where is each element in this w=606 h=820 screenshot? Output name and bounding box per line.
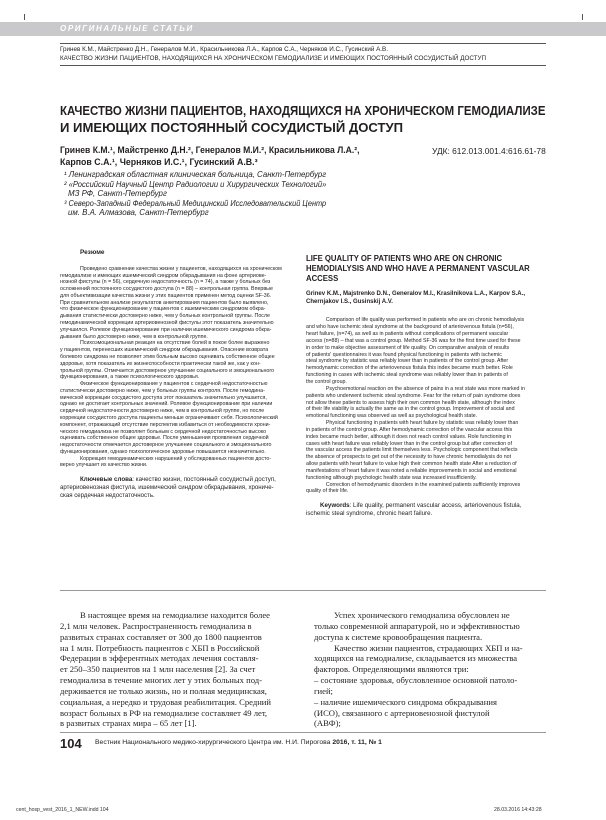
udk-code: УДК: 612.013.001.4:616.61-78 xyxy=(432,146,546,156)
text-line: ходящихся на гемодиализе, складывается из множества xyxy=(314,653,518,664)
text-line: cases with heart failure was reliably lower than in the control group but after correction of xyxy=(306,440,512,447)
text-line: quality of their life. xyxy=(306,488,349,495)
affiliation-line: им. В.А. Алмазова, Санкт-Петербург xyxy=(68,208,209,218)
text-line: При сравнительном анализе результатов анкетирования пациентов было выявлено, xyxy=(60,299,269,306)
text-line: of patients' questionnaires it was found physical functioning in patients with ischemic xyxy=(306,351,502,358)
body-left-text xyxy=(60,610,296,729)
text-line: steal syndrome by statistic was reliably lower than in patients of the control group. After xyxy=(306,358,509,365)
running-head-rule-top xyxy=(60,43,546,44)
text-line: доступа к системе кровообращения пациента. xyxy=(314,631,483,642)
abstract-ru-heading: Резюме xyxy=(80,249,105,256)
authors-line: Гринев К.М.¹, Майстренко Д.Н.², Генералов М.И.², Красильникова Л.А.², xyxy=(60,145,360,155)
text-line: трольной группы. Отмечается достоверное улучшение социального и эмоционального xyxy=(60,367,275,374)
text-line: однако не достигает контрольных значений. Ролевое функционирование при наличии xyxy=(60,401,273,408)
text-line: Проведено сравнение качества жизни у пациентов, находящихся на хроническом xyxy=(80,265,282,272)
text-line: Physical functioning in patients with heart failure by statistic was reliably lower than xyxy=(325,420,519,427)
abstract-en-keywords xyxy=(306,502,548,518)
text-line: Физическое функционирование у пациентов с сердечной недостаточностью xyxy=(80,381,268,388)
text-line: Успех хронического гемодиализа обусловлен не xyxy=(334,610,510,620)
body-right-column xyxy=(314,610,550,729)
text-line: статистически достоверно ниже, чем у больных группы контроля. После гемодина- xyxy=(60,387,265,394)
abstract-en-authors-line: Chernjakov I.S., Gusinskij A.V. xyxy=(306,298,393,306)
abstract-en-title-line: HEMODIALYSIS AND WHO HAVE A PERMANENT VASCULAR xyxy=(306,263,530,273)
text-line: 2,1 млн человек. Распространенность гемодиализа в xyxy=(60,620,252,631)
text-line: the control group. xyxy=(306,378,347,385)
text-line: компонент, отражающий отсутствие перспектив избавиться от необходимости хрони- xyxy=(60,421,271,428)
text-line: the absence of prospects to get out of the necessity to have chronic hemodialysis do not xyxy=(306,454,512,461)
text-line: в развитых странах мира – 65 лет [1]. xyxy=(60,718,197,729)
journal-citation xyxy=(95,739,382,746)
text-line: функционирования, а также психологического здоровья. xyxy=(60,374,200,381)
affiliation-line: МЗ РФ, Санкт-Петербург xyxy=(68,189,167,199)
text-line: (АВФ); xyxy=(314,718,341,729)
keywords-label: Ключевые слова xyxy=(80,476,133,484)
article-title-line: И ИМЕЮЩИХ ПОСТОЯННЫЙ СОСУДИСТЫЙ ДОСТУП xyxy=(60,120,404,135)
text-line: функционирования, однако психологическое здоровье повышается незначительно. xyxy=(60,448,266,455)
abstract-en-title-line: LIFE QUALITY OF PATIENTS WHO ARE ON CHRONIC xyxy=(306,254,503,263)
keywords-text: : Life quality, permanent vascular access, arteriovenous fistula, xyxy=(349,502,522,510)
journal-name: Вестник Национального медико-хирургического Центра им. Н.И. Пирогова xyxy=(95,739,333,746)
text-line: гией; xyxy=(314,685,333,696)
abstract-en-title xyxy=(306,254,548,283)
text-line: гемодинамической коррекции артериовенозной фистулы этот показатель значительно xyxy=(60,320,274,327)
text-line: allow patients with heart failure to value high their common health state After a reduction of xyxy=(306,461,517,468)
abstract-en-authors-line: Grinev K.M., Majstrenko D.N., Generalov M.I., Krasilnikova L.A., Karpov S.A., xyxy=(306,290,526,298)
journal-volume: 2016, т. 11, № 1 xyxy=(332,739,382,746)
text-line: (ИСО), связанного с артериовенозной фистулой xyxy=(314,707,490,718)
keywords-line: ischemic steal syndrome, chronic heart failure. xyxy=(306,510,433,518)
text-line: на 1 млн. Потребность пациентов с ХБП в Российской xyxy=(60,642,260,653)
text-line: гемодиализа в течение многих лет у этих больных под- xyxy=(60,675,262,686)
text-line: access (n=88) – that was a control group. Method SF-36 was for the first time used for these xyxy=(306,337,521,344)
text-line: in patients of the control group. After hemodynamic correction of the vascular access this xyxy=(306,426,513,433)
text-line: Психоэмоциональная реакция на отсутствие болей в покое более выражено xyxy=(80,340,270,347)
text-line: functioning although psychologic health state was increased insufficiently. xyxy=(306,474,477,481)
keywords-line xyxy=(80,476,304,484)
keywords-text: : качество жизни, постоянный сосудистый доступ, xyxy=(132,476,276,484)
text-line: of their life viability is actually the same as in the control group. Improvement of social and xyxy=(306,406,515,413)
abstract-ru-body xyxy=(60,266,304,469)
text-line: Качество жизни пациентов, страдающих ХБП и на- xyxy=(334,642,523,653)
text-line: гемодиализе и имеющих ишемический синдром обкрадывания на фоне артериове- xyxy=(60,272,267,279)
affiliation-line: ³ Северо-Западный Федеральный Медицинский Исследовательский Центр xyxy=(64,198,327,208)
text-line: the vascular access the patients limit themselves less. Psychologic component that reflects xyxy=(306,447,518,454)
article-authors xyxy=(60,144,360,168)
abstract-ru xyxy=(60,250,304,500)
imprint-file: cent_hosp_vest_2016_1_NEW.indd 104 xyxy=(16,807,109,813)
authors-line: Карпов С.А.¹, Черняков И.С.¹, Гусинский А.В.³ xyxy=(60,157,258,167)
abstract-en-authors xyxy=(306,290,548,306)
abstract-body-divider xyxy=(60,590,546,591)
text-line: ческого гемодиализа не позволяет больным с сердечной недостаточностью высоко xyxy=(60,428,267,435)
text-line: Correction of hemodynamic disorders in the examined patients sufficiently improves xyxy=(325,481,521,488)
text-line: not allow these patients to assess high their own common health state, although the index xyxy=(306,399,515,406)
text-line: manifestations of heart failure it was noted a reliable improvements in social and emotional xyxy=(306,467,517,474)
text-line: социальная, а нередко и трудовая реабилитация. Средний xyxy=(60,696,271,707)
page-number: 104 xyxy=(60,736,82,751)
keywords-line xyxy=(320,502,548,510)
text-line: functioning in cases with ischemic steal syndrome was reliably lower than in patients of xyxy=(306,372,508,379)
text-line: Федерации в эфферентных методах лечения составля- xyxy=(60,653,259,664)
text-line: ет 250–350 пациентов на 1 млн населения [2]. За счет xyxy=(60,664,256,675)
abstract-en-body xyxy=(306,317,548,495)
keywords-line: артериовенозная фистула, ишемический синдром обкрадывания, хрониче- xyxy=(60,484,274,492)
text-line: что физическое функционирование у пациентов с ишемическим синдромом обкра- xyxy=(60,306,266,313)
text-line: дывания было достоверно ниже, чем в контрольной группе. xyxy=(60,333,208,340)
text-line: В настоящее время на гемодиализе находится более xyxy=(80,610,270,620)
abstract-en-title-line: ACCESS xyxy=(306,273,339,283)
running-head-title: КАЧЕСТВО ЖИЗНИ ПАЦИЕНТОВ, НАХОДЯЩИХСЯ НА ХРОНИЧЕСКОМ ГЕМОДИАЛИЗЕ И ИМЕЮЩИХ ПОСТОЯННЫЙ СОСУДИСТЫЙ ДОСТУП xyxy=(60,55,487,62)
running-head-authors: Гринев К.М., Майстренко Д.Н., Генералов М.И., Красильникова Л.А., Карпов С.А., Черняков И.С., Гусинский А.В. xyxy=(60,46,388,53)
crop-mark-top-left xyxy=(24,14,25,20)
text-line: оценивать собственное общее здоровье. После уменьшения проявления сердечной xyxy=(60,435,269,442)
text-line: верно улучшает их качество жизни. xyxy=(60,462,148,469)
text-line: – состояние здоровья, обусловленное основной патоло- xyxy=(314,675,518,686)
text-line: patients who underwent ischemic steal syndrome. Fear for the return of pain syndrome does xyxy=(306,392,521,399)
text-line: возраст больных в РФ на гемодиализе составляет 49 лет, xyxy=(60,707,268,718)
crop-mark-top-right xyxy=(582,14,583,20)
abstract-ru-keywords xyxy=(60,476,304,499)
abstract-en xyxy=(306,254,548,518)
text-line: heart failure, (n=74), as well as in patients without complications of permanent vascular xyxy=(306,331,509,338)
text-line: только современной аппаратурой, но и эффективностью xyxy=(314,620,520,631)
article-title-line: КАЧЕСТВО ЖИЗНИ ПАЦИЕНТОВ, НАХОДЯЩИХСЯ НА ХРОНИЧЕСКОМ ГЕМОДИАЛИЗЕ xyxy=(60,103,546,118)
text-line: – наличие ишемического синдрома обкрадывания xyxy=(314,696,497,707)
text-line: and who have ischemic steal syndrome at the background of arteriovenous fistula (n=56), xyxy=(306,324,514,331)
text-line: осложнений постоянного сосудистого доступа (n = 88) – контрольная группа. Впервые xyxy=(60,286,273,293)
text-line: улучшился. Ролевое функционирование при наличии ишемического синдрома обкра- xyxy=(60,326,272,333)
affiliations xyxy=(64,170,327,218)
footer-rule xyxy=(60,732,546,733)
text-line: недостаточности отмечается достоверное улучшение социального и эмоционального xyxy=(60,442,272,449)
text-line: факторов. Определяющими являются три: xyxy=(314,664,469,675)
text-line: hemodynamic correction of the arteriovenous fistula this index became much better. Role xyxy=(306,365,513,372)
text-line: дывания статистически достоверно ниже, чем у больных контрольной группы. После xyxy=(60,313,270,320)
affiliation-line: ¹ Ленинградская областная клиническая больница, Санкт-Петербург xyxy=(64,170,327,179)
text-line: Коррекция гемодинамических нарушений у обследованных пациентов досто- xyxy=(80,455,272,462)
text-line: для объективизации качества жизни у этих пациентов применен метод оценки SF-36. xyxy=(60,292,272,299)
text-line: emotional functioning was observed as well as psychological health state. xyxy=(306,413,478,420)
affiliation-line: ² «Российский Научный Центр Радиологии и Хирургических Технологий» xyxy=(64,179,327,189)
text-line: index became much better, although it does not reach control values. Role functioning in xyxy=(306,433,512,440)
text-line: развитых странах составляет от 300 до 1800 пациентов xyxy=(60,631,262,642)
imprint-date: 28.03.2016 14:43:28 xyxy=(494,807,542,813)
text-line: мической коррекции сосудистого доступа этот показатель значительно улучшается, xyxy=(60,394,267,401)
text-line: Psychoemotional reaction on the absence of pains in a rest state was more marked in xyxy=(325,385,526,392)
text-line: нозной фистулы (n = 56), сердечную недостаточность (n = 74), а также у больных без xyxy=(60,279,271,286)
text-line: здоровье, хотя показатель их жизнеспособности практически такой же, как у кон- xyxy=(60,360,261,367)
text-line: держивается не только жизнь, но и полная медицинская, xyxy=(60,685,267,696)
section-label: ОРИГИНАЛЬНЫЕ СТАТЬИ xyxy=(60,24,194,33)
body-right-text xyxy=(314,610,550,729)
text-line: Comparison of life quality was performed in patients who are on chronic hemodialysis xyxy=(325,317,525,324)
text-line: сердечной недостаточности достоверно ниже, чем в контрольной группе, но после xyxy=(60,408,265,415)
text-line: у пациентов, перенесших ишемический синдром обкрадывания. Опасение возврата xyxy=(60,347,269,354)
article-title xyxy=(60,102,550,136)
text-line: коррекции сосудистого доступа пациенты меньше ограничивают себя. Психологический xyxy=(60,414,278,421)
text-line: in order to make objective assessment of life quality. On comparative analysis of results xyxy=(306,344,510,351)
body-left-column xyxy=(60,610,296,729)
running-head-rule-bottom xyxy=(60,65,546,66)
text-line: болевого синдрома не позволяет этим больным высоко оценивать собственное общее xyxy=(60,353,275,360)
keywords-line: ская сердечная недостаточность. xyxy=(60,491,155,499)
keywords-label: Keywords xyxy=(320,502,350,510)
